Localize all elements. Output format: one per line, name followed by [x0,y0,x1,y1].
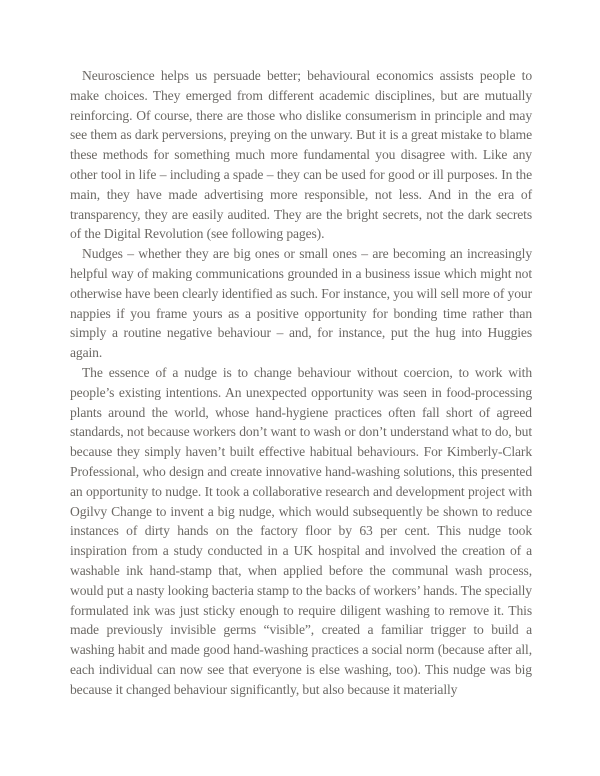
paragraph-neuroscience: Neuroscience helps us persuade better; behavioural economics assists people to make choices. They emerged from different academic disciplines, but are mutually reinforcing. Of course, there are those who dislike consumerism in principle and may see them as dark perversions, preying on the unwary. But it is a great mistake to blame these methods for something much more fundamental you disagree with. Like any other tool in life – including a spade – they can be used for good or ill purposes. In the main, they have made advertising more responsible, not less. And in the era of transparency, they are easily audited. They are the bright secrets, not the dark secrets of the Digital Revolution (see following pages). [70,68,532,242]
paragraph-essence-of-nudge: The essence of a nudge is to change behaviour without coercion, to work with people’s existing intentions. An unexpected opportunity was seen in food-processing plants around the world, whose hand-hygiene practices often fall short of agreed standards, not because workers don’t want to wash or don’t understand what to do, but because they simply haven’t built effective habitual behaviours. For Kimberly-Clark Professional, who design and create innovative hand-washing solutions, this presented an opportunity to nudge. It took a collaborative research and development project with Ogilvy Change to invent a big nudge, which would subsequently be shown to reduce instances of dirty hands on the factory floor by 63 per cent. This nudge took inspiration from a study conducted in a UK hospital and involved the creation of a washable ink hand-stamp that, when applied before the communal wash process, would put a nasty looking bacteria stamp to the backs of workers’ hands. The specially formulated ink was just sticky enough to require diligent washing to remove it. This made previously invisible germs “visible”, created a familiar trigger to build a washing habit and made good hand-washing practices a social norm (because after all, each individual can now see that everyone is else washing, too). This nudge was big because it changed behaviour significantly, but also because it materially [70,364,532,697]
body-text [70,66,532,700]
paragraph-nudges: Nudges – whether they are big ones or small ones – are becoming an increasingly helpful way of making communications grounded in a business issue which might not otherwise have been clearly identified as such. For instance, you will sell more of your nappies if you frame yours as a positive opportunity for bonding time rather than simply a routine negative behaviour – and, for instance, put the hug into Huggies again. [70,246,532,361]
